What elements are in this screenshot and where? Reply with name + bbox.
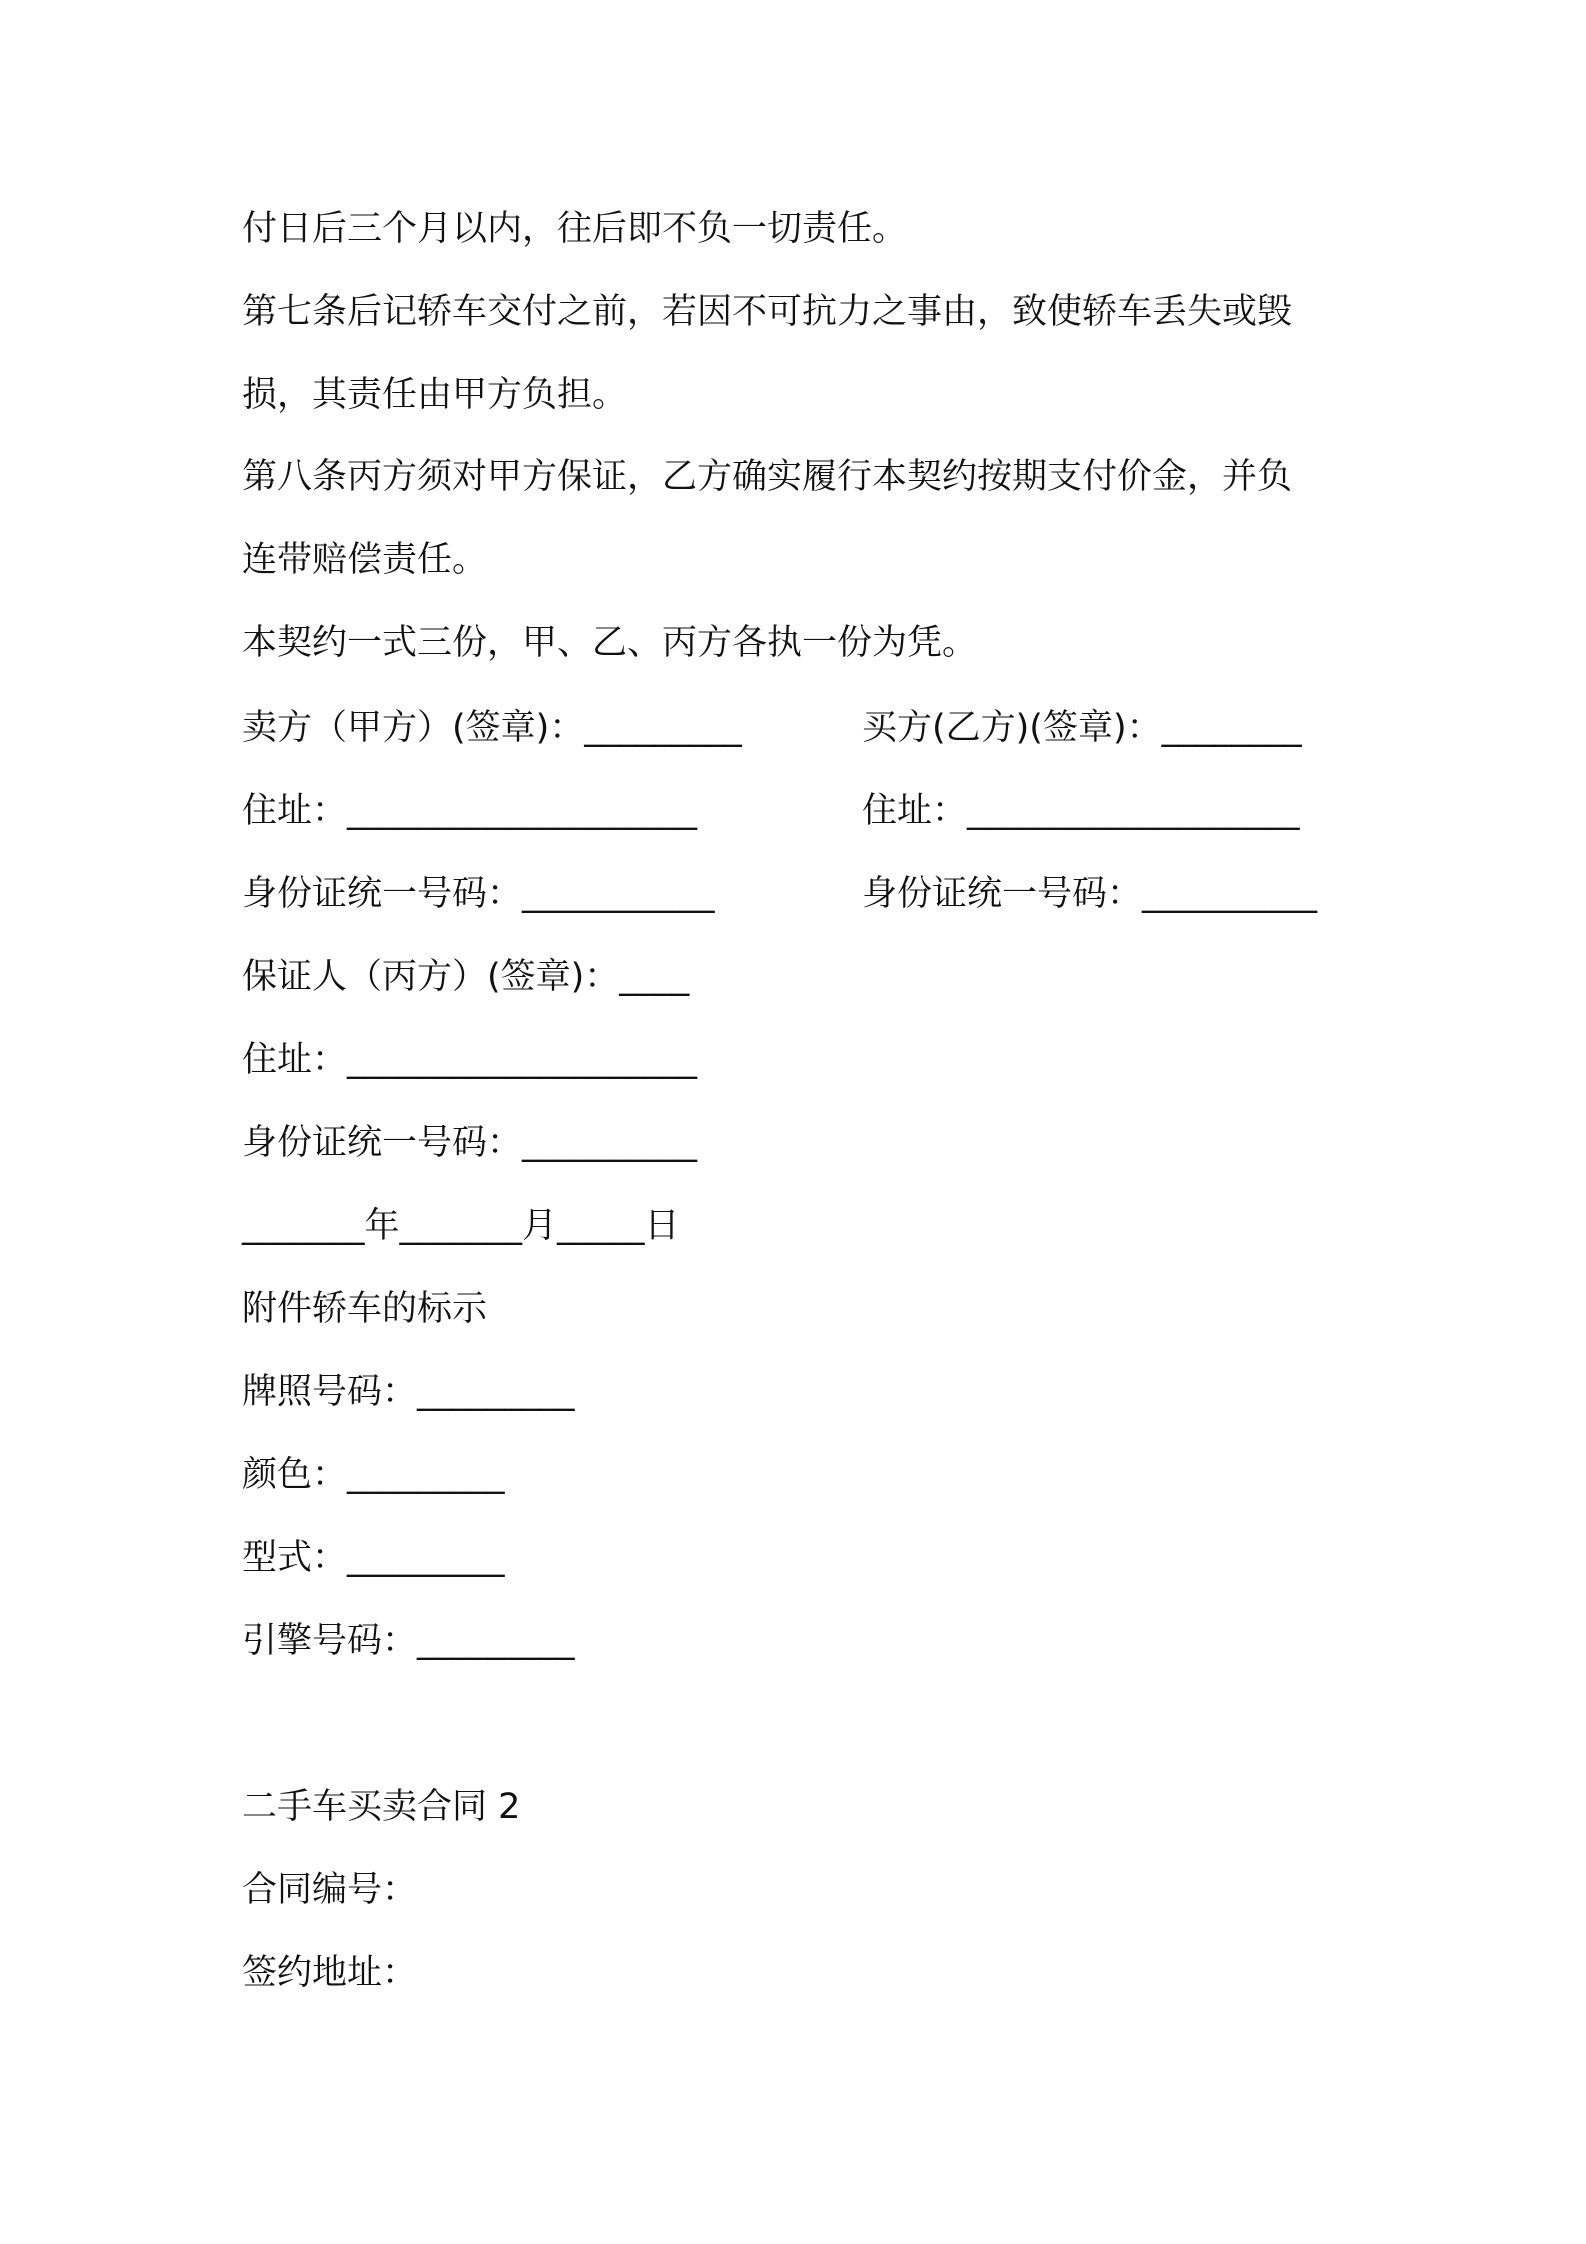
paragraph-clause-6-end: 付日后三个月以内，往后即不负一切责任。 (242, 209, 908, 249)
paragraph-clause-8-line-1: 第八条丙方须对甲方保证，乙方确实履行本契约按期支付价金，并负 (242, 457, 1293, 497)
paragraph-clause-8-line-2: 连带赔偿责任。 (242, 540, 488, 580)
attachment-title: 附件轿车的标示 (242, 1289, 488, 1329)
buyer-id-line: 身份证统一号码：__________ (862, 874, 1318, 914)
paragraph-copies: 本契约一式三份，甲、乙、丙方各执一份为凭。 (242, 623, 978, 663)
paragraph-clause-7-line-2: 损，其责任由甲方负担。 (242, 375, 628, 415)
guarantor-address-line: 住址：____________________ (242, 1040, 698, 1080)
buyer-signature-line: 买方(乙方)(签章)：________ (862, 708, 1302, 748)
signing-address-line: 签约地址： (242, 1953, 418, 1993)
contract-number-line: 合同编号： (242, 1870, 418, 1910)
seller-signature-line: 卖方（甲方）(签章)：_________ (242, 708, 742, 748)
second-contract-title: 二手车买卖合同 2 (242, 1787, 521, 1827)
seller-id-line: 身份证统一号码：___________ (242, 874, 715, 914)
color-line: 颜色：_________ (242, 1455, 505, 1495)
seller-address-line: 住址：____________________ (242, 791, 698, 831)
paragraph-clause-7-line-1: 第七条后记轿车交付之前，若因不可抗力之事由，致使轿车丢失或毁 (242, 292, 1293, 332)
date-line: _______年_______月_____日 (242, 1206, 680, 1246)
engine-number-line: 引擎号码：_________ (242, 1621, 575, 1661)
plate-number-line: 牌照号码：_________ (242, 1372, 575, 1412)
buyer-address-line: 住址：___________________ (862, 791, 1300, 831)
model-line: 型式：_________ (242, 1538, 505, 1578)
guarantor-id-line: 身份证统一号码：__________ (242, 1123, 698, 1163)
guarantor-signature-line: 保证人（丙方）(签章)：____ (242, 957, 690, 997)
